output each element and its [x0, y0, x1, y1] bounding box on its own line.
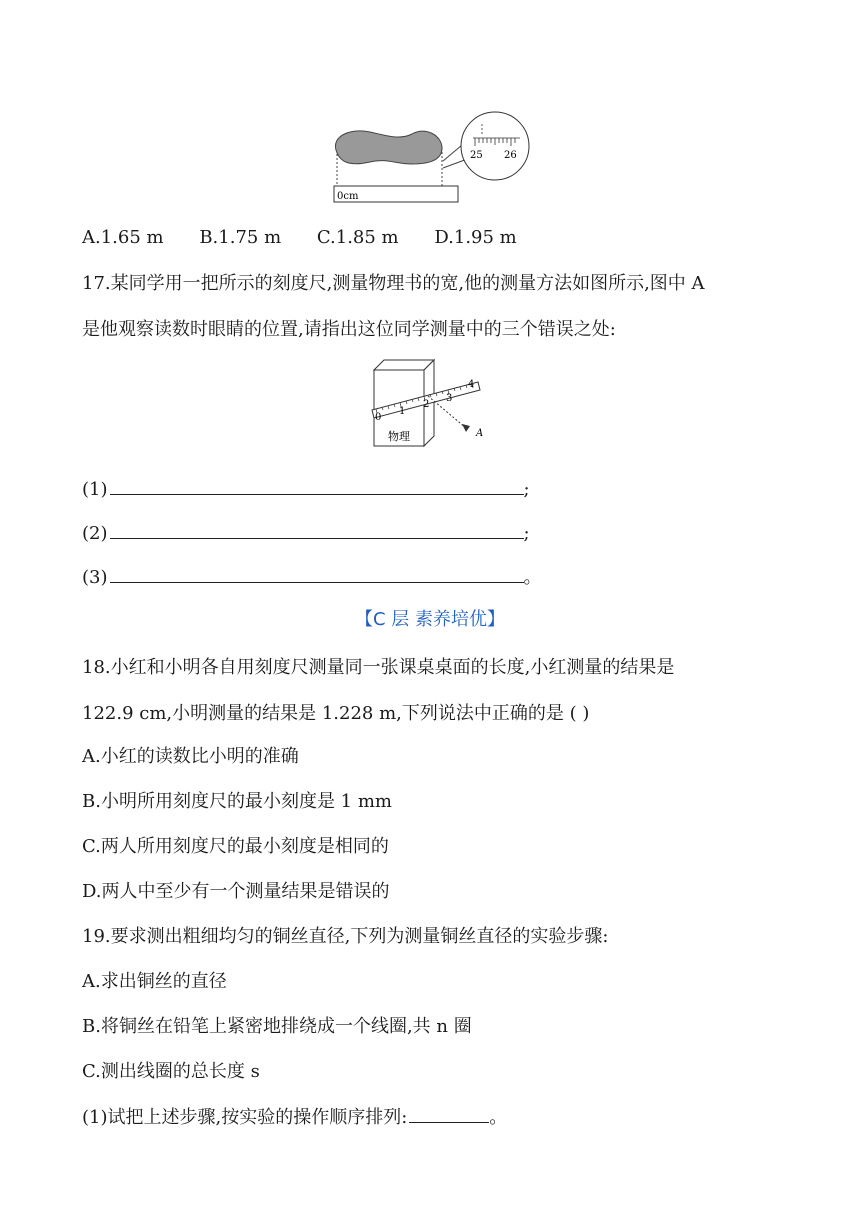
q18-line1: 18.小红和小明各自用刻度尺测量同一张课桌桌面的长度,小红测量的结果是 — [82, 657, 675, 678]
ruler-tick-0: 0 — [375, 412, 382, 423]
blank-label: (2) — [82, 523, 108, 544]
blank-end: 。 — [523, 567, 542, 588]
q18-line2: 122.9 cm,小明测量的结果是 1.228 m,下列说法中正确的是 ( ) — [82, 703, 590, 724]
ruler-tick-3: 3 — [446, 393, 453, 404]
book-label: 物理 — [388, 430, 410, 443]
blank-label: (3) — [82, 567, 108, 588]
eye-label: A — [476, 428, 484, 439]
q19-sub1 — [82, 1106, 507, 1130]
foot-ruler-figure — [330, 106, 540, 206]
q19-sub1-end: 。 — [489, 1107, 508, 1128]
ruler-tick-1: 1 — [399, 406, 406, 417]
answer-blank[interactable] — [409, 1106, 489, 1123]
eye-icon — [462, 424, 470, 432]
q19-step-a: A.求出铜丝的直径 — [82, 971, 227, 992]
section-c-heading: 【C 层 素养培优】 — [354, 609, 505, 630]
q19-step-c: C.测出线圈的总长度 s — [82, 1061, 260, 1082]
q18-option-b[interactable]: B.小明所用刻度尺的最小刻度是 1 mm — [82, 791, 392, 812]
q18-option-a[interactable]: A.小红的读数比小明的准确 — [82, 746, 299, 767]
blank-end: ; — [523, 523, 530, 544]
ruler-tick-4: 4 — [468, 379, 475, 390]
ruler-zero-label: 0cm — [337, 191, 359, 202]
q17-text-line1: 17.某同学用一把所示的刻度尺,测量物理书的宽,他的测量方法如图所示,图中 A — [82, 273, 705, 294]
book-ruler-figure — [366, 356, 496, 450]
q16-option-b[interactable]: B.1.75 m — [199, 227, 282, 248]
answer-blank[interactable] — [110, 522, 524, 539]
q18-option-c[interactable]: C.两人所用刻度尺的最小刻度是相同的 — [82, 836, 389, 857]
foot-shape — [335, 131, 442, 164]
blank-end: ; — [523, 479, 530, 500]
q17-blank-2 — [82, 522, 530, 546]
q16-options — [82, 226, 547, 250]
q17-blank-1 — [82, 478, 530, 502]
q19-step-b: B.将铜丝在铅笔上紧密地排绕成一个线圈,共 n 圈 — [82, 1016, 472, 1037]
q18-option-d[interactable]: D.两人中至少有一个测量结果是错误的 — [82, 881, 390, 902]
q19-sub1-text: (1)试把上述步骤,按实验的操作顺序排列: — [82, 1107, 408, 1128]
answer-blank[interactable] — [110, 478, 524, 495]
magnifier-circle — [461, 112, 529, 180]
magnifier-label-26: 26 — [504, 150, 517, 161]
q17-blank-3 — [82, 566, 542, 590]
ruler-tick-2: 2 — [423, 399, 430, 410]
answer-blank[interactable] — [110, 566, 524, 583]
q17-text-line2: 是他观察读数时眼睛的位置,请指出这位同学测量中的三个错误之处: — [82, 319, 616, 340]
q16-option-d[interactable]: D.1.95 m — [434, 227, 517, 248]
q16-option-a[interactable]: A.1.65 m — [82, 227, 164, 248]
blank-label: (1) — [82, 479, 108, 500]
magnifier-label-25: 25 — [470, 150, 483, 161]
q16-option-c[interactable]: C.1.85 m — [316, 227, 399, 248]
q19-line1: 19.要求测出粗细均匀的铜丝直径,下列为测量铜丝直径的实验步骤: — [82, 926, 609, 947]
